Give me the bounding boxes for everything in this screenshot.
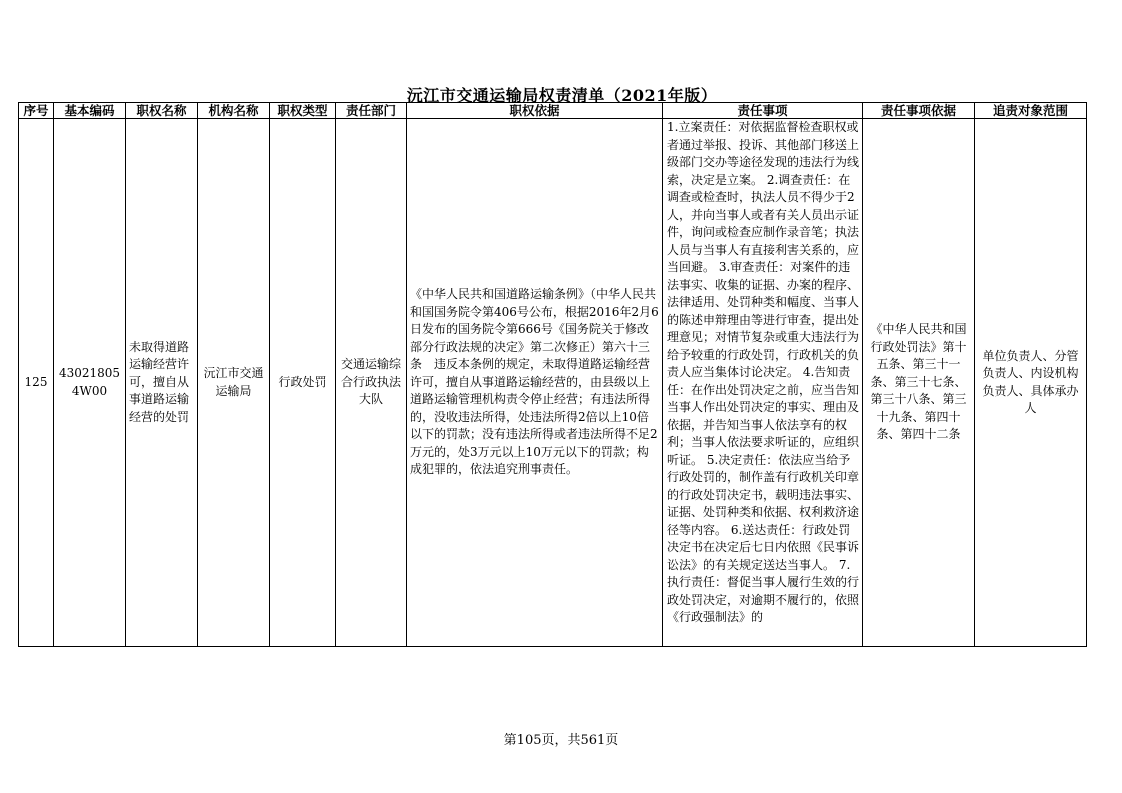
- cell-code: [54, 119, 126, 647]
- header-power-name: 职权名称: [126, 103, 198, 119]
- cell-seq: [19, 119, 54, 647]
- header-basis: 职权依据: [407, 103, 663, 119]
- page-number: 第105页，共561页: [503, 733, 619, 748]
- cell-power-name: [126, 119, 198, 647]
- basis-value: 《中华人民共和国道路运输条例》（中华人民共和国国务院令第406号公布，根据2016年2月6日发布的国务院令第666号《国务院关于修改部分行政法规的决定》第二次修正）第六十三条 违反本条例的规定，未取得道路运输经营许可，擅自从事道路运输经营的，由县级以上道路运输管理机构责令停止经营；有违法所得的，没收违法所得，处违法所得2倍以上10倍以下的罚款；没有违法所得或者违法所得不足2万元的，处3万元以上10万元以下的罚款；构成犯罪的，依法追究刑事责任。: [410, 287, 659, 477]
- power-name-value: 未取得道路运输经营许可，擅自从事道路运输经营的处罚: [129, 339, 190, 424]
- header-org-name: 机构名称: [198, 103, 270, 119]
- cell-org-name: [198, 119, 270, 647]
- cell-basis: [407, 119, 663, 647]
- table-header-row: [19, 103, 1087, 119]
- table-row: [19, 119, 1087, 647]
- responsibility-table: [18, 102, 1087, 647]
- header-duties: 责任事项: [663, 103, 863, 119]
- org-name-value: 沅江市交通运输局: [203, 366, 264, 398]
- cell-power-type: [270, 119, 336, 647]
- cell-duties: [663, 119, 863, 647]
- cell-accountability: [975, 119, 1087, 647]
- accountability-value: 单位负责人、分管负责人、内设机构负责人、具体承办人: [982, 348, 1079, 415]
- header-accountability: 追责对象范围: [975, 103, 1087, 119]
- header-duty-basis: 责任事项依据: [863, 103, 975, 119]
- cell-duty-basis: [863, 119, 975, 647]
- dept-value: 交通运输综合行政执法大队: [340, 357, 401, 407]
- code-value: 430218054W00: [58, 366, 121, 398]
- header-power-type: 职权类型: [270, 103, 336, 119]
- document-title: 沅江市交通运输局权责清单（2021年版）: [406, 86, 718, 105]
- cell-dept: [336, 119, 407, 647]
- power-type-value: 行政处罚: [278, 374, 327, 389]
- duty-basis-value: 《中华人民共和国行政处罚法》第十五条、第三十一条、第三十七条、第三十八条、第三十九条、第四十条、第四十二条: [870, 322, 967, 442]
- header-dept: 责任部门: [336, 103, 407, 119]
- seq-value: 125: [24, 374, 48, 389]
- duties-value: 1.立案责任：对依据监督检查职权或者通过举报、投诉、其他部门移送上级部门交办等途径发现的违法行为线索，决定是立案。 2.调查责任：在调查或检查时，执法人员不得少于2人，并向当事人或者有关人员出示证件，询问或检查应制作录音笔；执法人员与当事人有直接利害关系的，应当回避。 3.审查责任：对案件的违法事实、收集的证据、办案的程序、法律适用、处罚种类和幅度、当事人的陈述申辩理由等进行审查，提出处理意见；对情节复杂或重大违法行为给予较重的行政处罚，行政机关的负责人应当集体讨论决定。 4.告知责任：在作出处罚决定之前，应当告知当事人作出处罚决定的事实、理由及依据，并告知当事人依法享有的权利；当事人依法要求听证的，应组织听证。 5.决定责任：依法应当给予行政处罚的，制作盖有行政机关印章的行政处罚决定书，载明违法事实、证据、处罚种类和依据、权利救济途径等内容。 6.送达责任：行政处罚决定书在决定后七日内依照《民事诉讼法》的有关规定送达当事人。 7.执行责任：督促当事人履行生效的行政处罚决定，对逾期不履行的，依照《行政强制法》的: [667, 120, 860, 624]
- header-seq: 序号: [19, 103, 54, 119]
- header-code: 基本编码: [54, 103, 126, 119]
